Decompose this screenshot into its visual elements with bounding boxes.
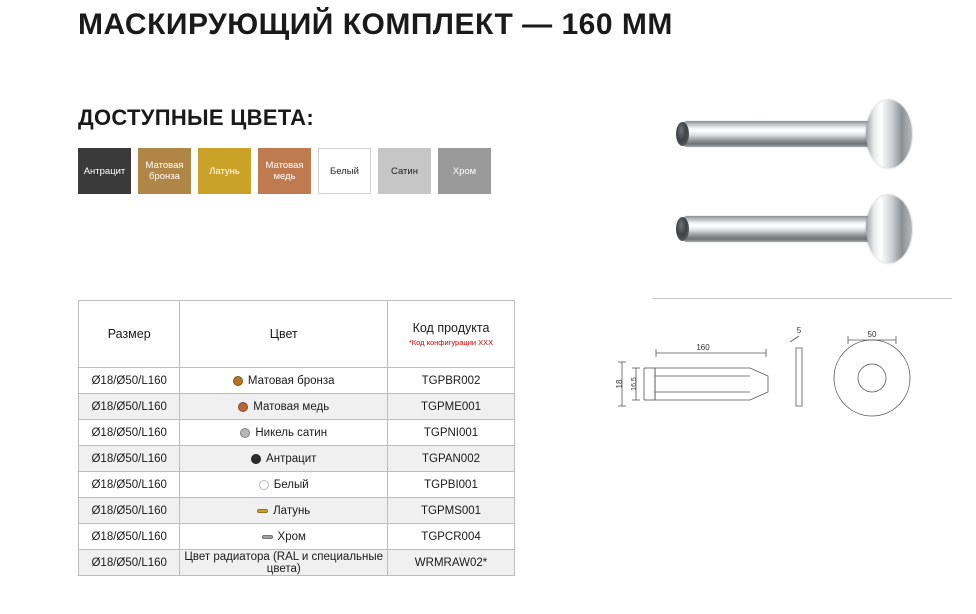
cell-code: TGPCR004 [388,524,515,550]
cell-size: Ø18/Ø50/L160 [79,446,180,472]
section-divider [652,298,952,299]
cell-color-label: Матовая медь [253,400,330,413]
table-body [79,368,515,576]
color-swatch-label: Хром [452,165,477,177]
cell-color: Цвет радиатора (RAL и специальные цвета) [180,550,388,576]
cell-color-label: Никель сатин [255,426,328,439]
cell-size: Ø18/Ø50/L160 [79,394,180,420]
color-swatch-label: Антрацит [83,165,126,177]
column-header-code-note: *Код конфигурации XXX [408,338,494,347]
color-dot-icon [262,535,273,539]
cell-color-label: Хром [277,530,306,543]
cell-code: TGPNI001 [388,420,515,446]
pipe-open-end [676,122,689,146]
color-swatch[interactable] [138,148,191,194]
cell-code: TGPMS001 [388,498,515,524]
color-swatch[interactable] [198,148,251,194]
wall-flange [866,100,912,168]
table-row[interactable] [79,498,515,524]
color-dot-icon [257,509,268,513]
color-dot-icon [259,480,269,490]
cell-color-label: Антрацит [266,452,317,465]
color-swatch[interactable] [378,148,431,194]
product-render-bottom [670,193,930,273]
color-swatch-label: Сатин [391,165,418,177]
column-header-code-label: Код продукта [412,321,490,335]
cell-size: Ø18/Ø50/L160 [79,550,180,576]
color-dot-icon [238,402,248,412]
pipe-open-end [676,217,689,241]
table-row[interactable] [79,446,515,472]
product-table [78,300,515,576]
color-dot-icon [233,376,243,386]
dim-flange-diameter: 50 [867,330,877,339]
color-swatch-label: Белый [330,165,359,177]
color-swatch-label: Матовая бронза [145,160,184,182]
color-swatch[interactable] [78,148,131,194]
pipe-tube [682,121,878,147]
table-row[interactable] [79,550,515,576]
technical-drawing-svg [600,310,960,435]
cell-code: TGPBR002 [388,368,515,394]
cell-size: Ø18/Ø50/L160 [79,472,180,498]
cell-color [180,394,388,420]
wall-flange [866,195,912,263]
dim-outer-diameter: 18 [615,379,624,389]
table-row[interactable] [79,368,515,394]
column-header-color: Цвет [180,301,388,368]
cell-code: WRMRAW02* [388,550,515,576]
color-swatch[interactable] [258,148,311,194]
column-header-size: Размер [79,301,180,368]
color-dot-icon [240,428,250,438]
cell-color [180,446,388,472]
cell-code: TGPAN002 [388,446,515,472]
pipe-tube [682,216,878,242]
cell-color [180,368,388,394]
cell-size: Ø18/Ø50/L160 [79,420,180,446]
cell-color [180,472,388,498]
dim-inner-diameter: 16,5 [631,377,638,391]
color-swatch[interactable] [438,148,491,194]
cell-size: Ø18/Ø50/L160 [79,524,180,550]
cell-size: Ø18/Ø50/L160 [79,368,180,394]
product-render-top [670,98,930,178]
technical-drawing [600,310,960,435]
table-row[interactable] [79,394,515,420]
cell-color [180,420,388,446]
table-row[interactable] [79,524,515,550]
page-title: МАСКИРУЮЩИЙ КОМПЛЕКТ — 160 ММ [78,8,673,41]
cell-code: TGPBI001 [388,472,515,498]
color-swatch-label: Латунь [209,165,240,177]
dim-length: 160 [696,343,710,352]
table-row[interactable] [79,420,515,446]
cell-color [180,524,388,550]
product-renders [640,88,950,288]
color-dot-icon [251,454,261,464]
cell-code: TGPME001 [388,394,515,420]
cell-color-label: Белый [273,478,309,491]
cell-size: Ø18/Ø50/L160 [79,498,180,524]
cell-color-label: Матовая бронза [247,374,335,387]
dim-flange-thickness: 5 [796,326,802,335]
table-header-row [79,301,515,368]
column-header-code [388,301,515,368]
cell-color [180,498,388,524]
color-swatch-label: Матовая медь [265,160,304,182]
cell-color-label: Латунь [273,504,311,517]
color-swatch[interactable] [318,148,371,194]
color-swatch-row [78,148,491,194]
table-row[interactable] [79,472,515,498]
available-colors-heading: ДОСТУПНЫЕ ЦВЕТА: [78,105,314,130]
